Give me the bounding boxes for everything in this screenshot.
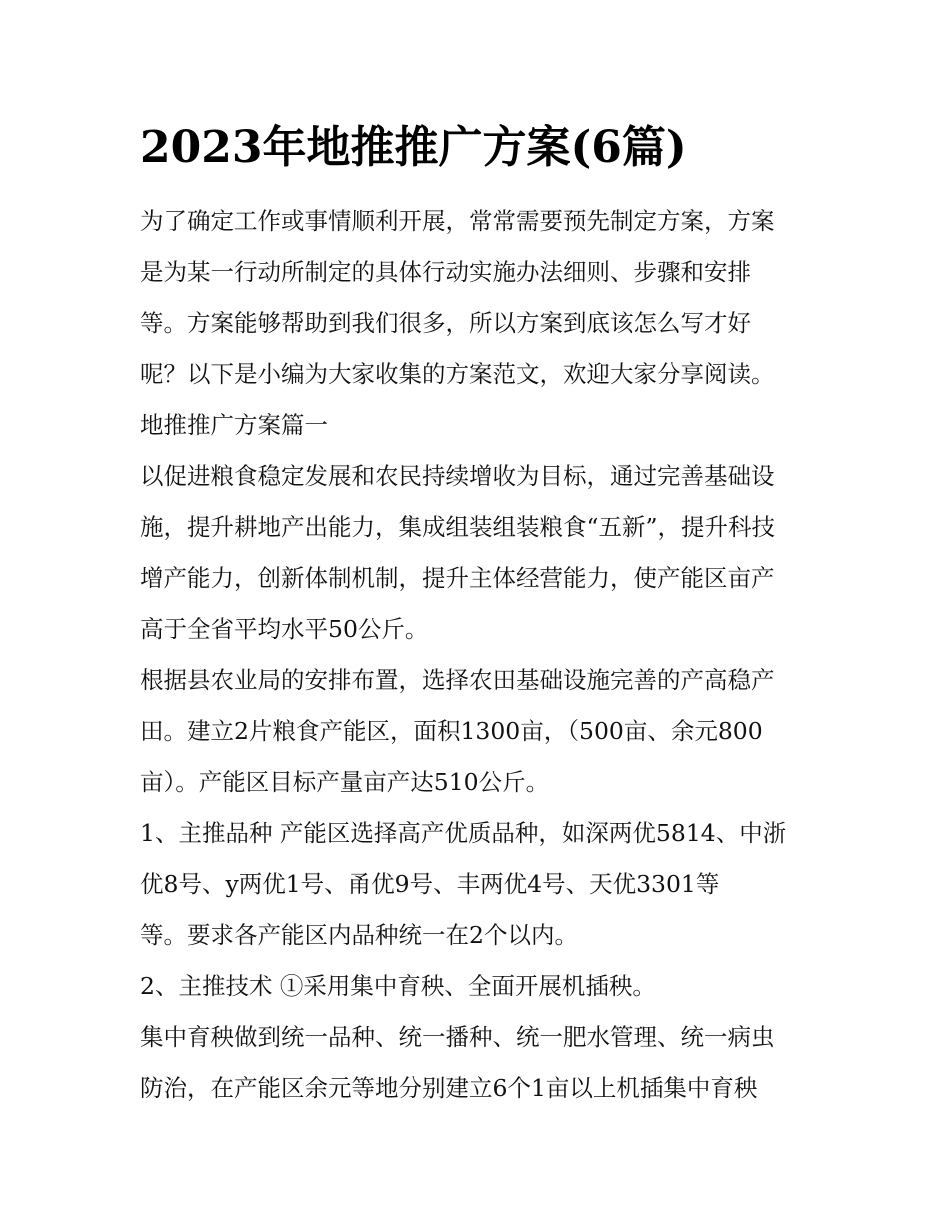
- text-line: 增产能力，创新体制机制，提升主体经营能力，使产能区亩产: [140, 564, 775, 592]
- text-line: 防治，在产能区余元等地分别建立6个1亩以上机插集中育秧: [140, 1074, 758, 1102]
- document-title: 2023年地推推广方案(6篇): [140, 122, 687, 173]
- text-line: 集中育秧做到统一品种、统一播种、统一肥水管理、统一病虫: [140, 1023, 775, 1051]
- text-line: 2、主推技术 ①采用集中育秧、全面开展机插秧。: [140, 972, 656, 1000]
- text-line: 1、主推品种 产能区选择高产优质品种，如深两优5814、中浙: [140, 819, 787, 847]
- text-line: 是为某一行动所制定的具体行动实施办法细则、步骤和安排: [140, 258, 751, 286]
- text-line: 施，提升耕地产出能力，集成组装组装粮食“五新”，提升科技: [140, 513, 776, 541]
- text-line: 高于全省平均水平50公斤。: [140, 615, 429, 643]
- section-heading: 地推推广方案篇一: [140, 411, 328, 439]
- text-line: 等。方案能够帮助到我们很多，所以方案到底该怎么写才好: [140, 309, 751, 337]
- text-line: 优8号、y两优1号、甬优9号、丰两优4号、天优3301等: [140, 870, 720, 898]
- text-line: 以促进粮食稳定发展和农民持续增收为目标，通过完善基础设: [140, 462, 775, 490]
- text-line: 田。建立2片粮食产能区，面积1300亩，（500亩、余元800: [140, 717, 763, 745]
- text-line: 等。要求各产能区内品种统一在2个以内。: [140, 921, 578, 949]
- text-line: 亩）。产能区目标产量亩产达510公斤。: [140, 768, 550, 796]
- text-line: 呢？以下是小编为大家收集的方案范文，欢迎大家分享阅读。: [140, 360, 775, 388]
- text-line: 为了确定工作或事情顺利开展，常常需要预先制定方案，方案: [140, 207, 775, 235]
- text-line: 根据县农业局的安排布置，选择农田基础设施完善的产高稳产: [140, 666, 775, 694]
